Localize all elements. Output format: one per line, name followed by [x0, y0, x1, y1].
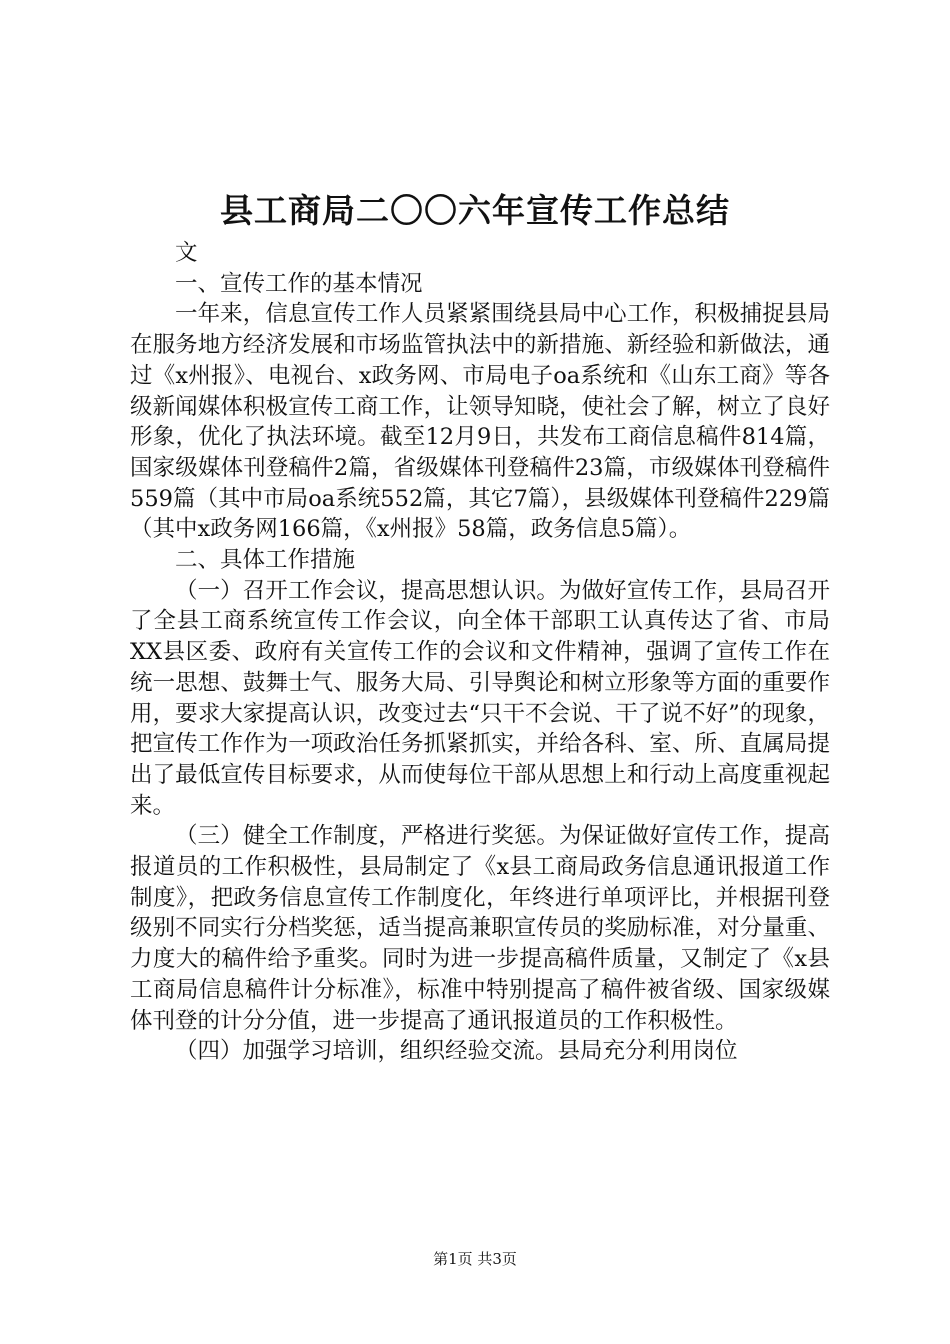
document-title: 县工商局二〇〇六年宣传工作总结	[220, 191, 730, 230]
paragraph-author: 文	[175, 240, 198, 266]
page-footer: 第1页 共3页	[433, 1250, 517, 1268]
section-heading-1: 一、宣传工作的基本情况	[175, 270, 423, 297]
paragraph: 一年来，信息宣传工作人员紧紧围绕县局中心工作，积极捕捉县局在服务地方经济发展和市场监管执法中的新措施、新经验和新做法，通过《x州报》、电视台、x政务网、市局电子oa系统和《山东工商》等各级新闻媒体积极宣传工商工作，让领导知晓，使社会了解，树立了良好形象，优化了执法环境。截至12月9日，共发布工商信息稿件814篇，国家级媒体刊登稿件2篇，省级媒体刊登稿件23篇，市级媒体刊登稿件559篇（其中市局oa系统552篇，其它7篇），县级媒体刊登稿件229篇（其中x政务网166篇，《x州报》58篇，政务信息5篇）。	[130, 301, 830, 543]
paragraph: （三）健全工作制度，严格进行奖惩。为保证做好宣传工作，提高报道员的工作积极性，县局制定了《x县工商局政务信息通讯报道工作制度》，把政务信息宣传工作制度化，年终进行单项评比，并根据刊登级别不同实行分档奖惩，适当提高兼职宣传员的奖励标准，对分量重、力度大的稿件给予重奖。同时为进一步提高稿件质量，又制定了《x县工商局信息稿件计分标准》，标准中特别提高了稿件被省级、国家级媒体刊登的计分分值，进一步提高了通讯报道员的工作积极性。	[130, 823, 830, 1034]
paragraph: （一）召开工作会议，提高思想认识。为做好宣传工作，县局召开了全县工商系统宣传工作会议，向全体干部职工认真传达了省、市局XX县区委、政府有关宣传工作的会议和文件精神，强调了宣传工作在统一思想、鼓舞士气、服务大局、引导舆论和树立形象等方面的重要作用，要求大家提高认识，改变过去“只干不会说、干了说不好”的现象，把宣传工作作为一项政治任务抓紧抓实，并给各科、室、所、直属局提出了最低宣传目标要求，从而使每位干部从思想上和行动上高度重视起来。	[130, 577, 830, 819]
document-body	[130, 238, 830, 1067]
section-heading-2: 二、具体工作措施	[175, 547, 356, 574]
paragraph: （四）加强学习培训，组织经验交流。县局充分利用岗位	[175, 1038, 738, 1065]
